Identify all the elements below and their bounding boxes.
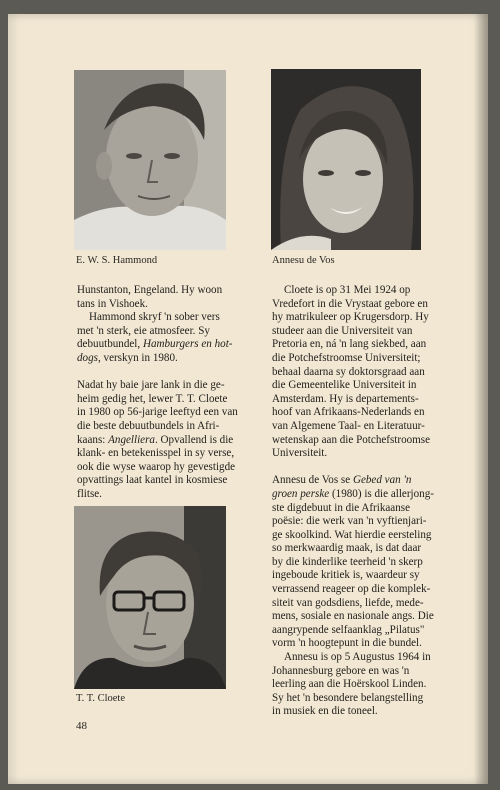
text-line: die Gemeentelike Universiteit in xyxy=(272,379,417,392)
book-page xyxy=(8,14,488,784)
text-line: so merkwaardig maak, is dat daar xyxy=(272,542,422,555)
text-line: hy matrikuleer op Krugersdorp. Hy xyxy=(272,311,429,324)
text-line: Annesu de Vos se xyxy=(272,474,353,487)
text-line: Cloete is op 31 Mei 1924 op xyxy=(284,284,411,296)
text-line: Pretoria en, ná 'n lang siekbed, aan xyxy=(272,338,427,351)
text-line: Amsterdam. Hy is departements- xyxy=(272,392,419,405)
text-line: wetenskap aan die Potchefstroomse xyxy=(272,433,431,446)
text-line: by die kinderlike teerheid 'n skerp xyxy=(272,555,423,568)
text-line: opvattings laat kantel in kosmiese xyxy=(77,474,228,487)
book-title: dogs xyxy=(77,351,98,364)
text-line: Universiteit. xyxy=(272,447,328,460)
text-line: aangrypende selfaanklag „Pilatus" xyxy=(272,623,425,636)
text-line: van Algemene Taal- en Literatuur- xyxy=(272,419,425,432)
text-line: verrassend reageer op die komplek- xyxy=(272,583,431,596)
photo-hammond xyxy=(74,70,226,250)
text-line: hoof van Afrikaans-Nederlands en xyxy=(272,406,425,419)
text-line: flitse. xyxy=(77,487,102,500)
text-line: mens, sosiale en nasionale angs. Die xyxy=(272,610,434,623)
text-line: klank- en betekenisspel in sy verse, xyxy=(77,447,235,460)
text-line: Vredefort in die Vrystaat gebore en xyxy=(272,297,428,310)
text-line: Annesu is op 5 Augustus 1964 in xyxy=(284,651,431,664)
text-line: Hammond skryf 'n sober vers xyxy=(89,311,220,324)
text-line: Johannesburg gebore en was 'n xyxy=(272,664,410,677)
text-line: behaal daarna sy doktorsgraad aan xyxy=(272,365,425,378)
text-line: ste digdebuut in die Afrikaanse xyxy=(272,501,411,514)
text-line: debuutbundel, xyxy=(77,338,143,351)
text-line: siteit van godsdiens, liefde, mede- xyxy=(272,596,424,609)
photo-tt-cloete xyxy=(74,506,226,689)
caption-annesu-de-vos: Annesu de Vos xyxy=(272,255,335,266)
text-line: leerling aan die Hoërskool Linden. xyxy=(272,678,427,691)
text-line: met 'n sterk, eie atmosfeer. Sy xyxy=(77,324,210,337)
text-line: in 1980 op 56-jarige leeftyd een van xyxy=(77,406,238,419)
right-column-text xyxy=(272,284,472,719)
caption-hammond: E. W. S. Hammond xyxy=(76,255,158,266)
text-line: Hunstanton, Engeland. Hy woon xyxy=(77,284,223,296)
page-number: 48 xyxy=(76,720,87,732)
text-line: studeer aan die Universiteit van xyxy=(272,324,413,337)
text-line: (1980) is die allerjong- xyxy=(329,487,434,500)
text-line: ge skoolkind. Wat hierdie eersteling xyxy=(272,528,432,541)
book-title: Gebed van 'n xyxy=(352,474,412,487)
left-column-text xyxy=(77,284,277,502)
text-line: ingeboude kritiek is, waardeur sy xyxy=(272,569,420,582)
text-line: ook die wyse waarop hy gevestigde xyxy=(77,460,236,473)
text-line: vorm 'n hoogtepunt in die bundel. xyxy=(272,637,422,650)
text-line: die beste debuutbundels in Afri- xyxy=(77,419,220,432)
book-title: Angelliera xyxy=(108,433,155,446)
book-spine-shadow xyxy=(474,14,488,784)
photo-annesu-de-vos xyxy=(271,69,421,250)
caption-tt-cloete: T. T. Cloete xyxy=(76,693,125,704)
text-line: die Potchefstroomse Universiteit; xyxy=(272,351,421,364)
text-line: . Opvallend is die xyxy=(154,433,234,446)
text-line: in musiek en die toneel. xyxy=(272,705,378,718)
text-line: poësie: die werk van 'n vyftienjari- xyxy=(272,515,427,528)
text-line: Nadat hy baie jare lank in die ge- xyxy=(77,379,225,392)
book-title: groen perske xyxy=(272,487,330,500)
book-title: Hamburgers en hot- xyxy=(142,338,233,351)
text-line: tans in Vishoek. xyxy=(77,297,148,310)
text-line: , verskyn in 1980. xyxy=(97,351,178,364)
text-line: heim gedig het, lewer T. T. Cloete xyxy=(77,392,228,405)
text-line: Sy het 'n besondere belangstelling xyxy=(272,691,424,704)
text-line: kaans: xyxy=(77,433,109,446)
